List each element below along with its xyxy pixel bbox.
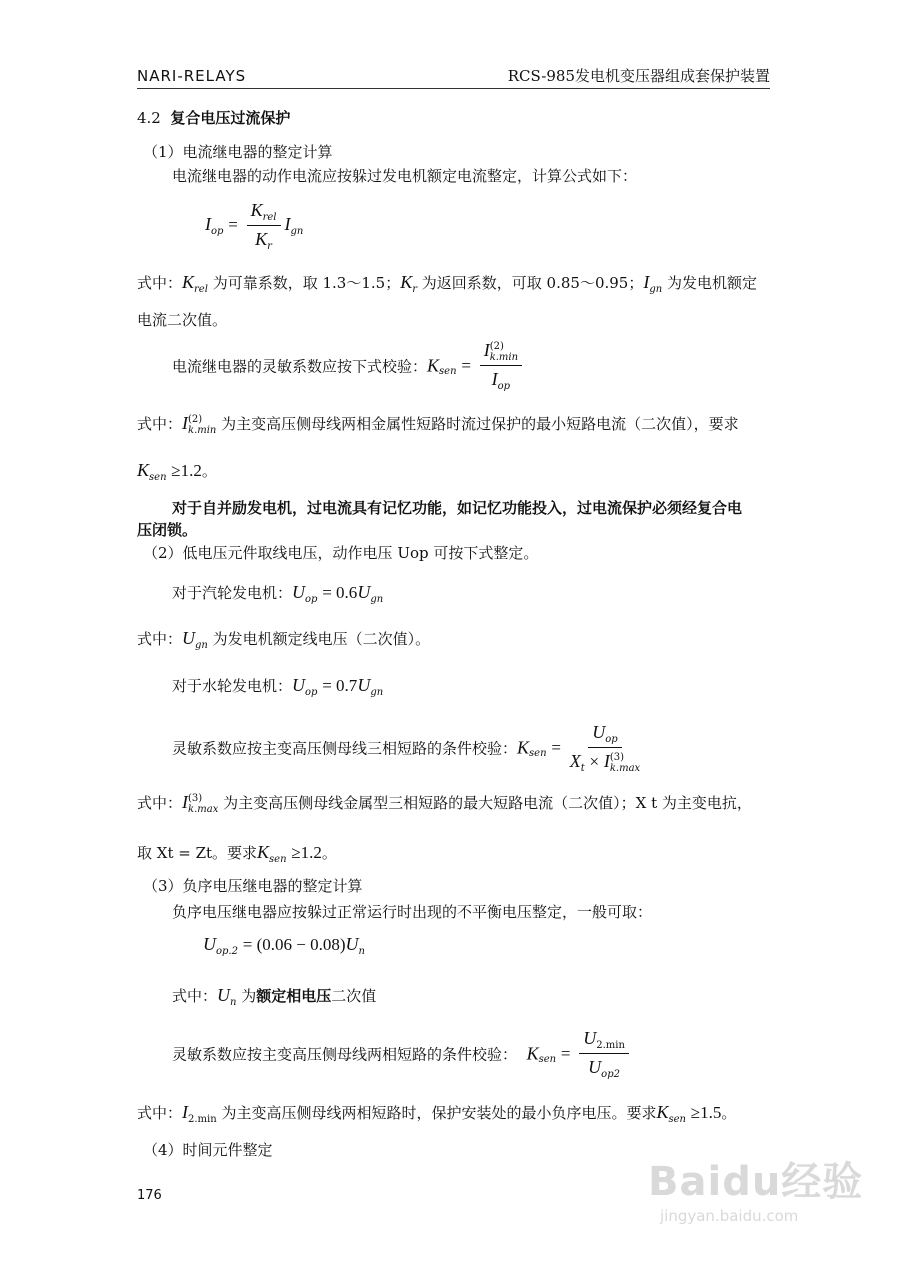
text-fragment: U xyxy=(583,1028,597,1048)
fraction xyxy=(480,340,522,392)
text-fragment: U xyxy=(182,628,196,648)
text-fragment: 为主变高压侧母线两相短路时，保护安装处的最小负序电压。要求 xyxy=(221,1104,657,1122)
text-fragment: sen xyxy=(149,472,167,483)
text-fragment: 灵敏系数应按主变高压侧母线两相短路的条件校验： xyxy=(172,1045,518,1064)
text-fragment: 式中： xyxy=(137,415,183,433)
text-fragment: K xyxy=(257,842,270,862)
text-fragment: 为发电机额定线电压（二次值）。 xyxy=(212,630,431,648)
text-fragment: ≥1.2 xyxy=(171,461,202,480)
text-fragment: 为主变高压侧母线金属型三相短路的最大短路电流（二次值）；X t 为主变电抗， xyxy=(223,794,752,812)
formula-part xyxy=(570,748,641,774)
text-fragment: sen xyxy=(538,1054,557,1065)
text-fragment: ≥1.5 xyxy=(690,1103,722,1122)
text-fragment: I xyxy=(603,751,610,771)
formula-part xyxy=(492,366,510,392)
formula-ksen-voltage xyxy=(172,722,644,774)
text-fragment: I xyxy=(491,369,498,389)
formula-part xyxy=(490,341,518,363)
text-fragment: X xyxy=(569,751,581,771)
formula-part: = xyxy=(551,738,561,757)
text-fragment: = (0.06 − 0.08) xyxy=(242,935,346,954)
text-fragment: K xyxy=(137,460,150,480)
baidu-watermark xyxy=(648,1150,863,1225)
text-fragment: I xyxy=(182,413,189,433)
where-i2min xyxy=(137,1102,736,1130)
req-ksen-1 xyxy=(137,460,217,488)
text-fragment: × xyxy=(589,752,600,771)
text-fragment: (2) xyxy=(188,414,203,425)
text-fragment: U xyxy=(292,675,306,695)
fraction xyxy=(570,722,641,774)
f-sym: K xyxy=(250,200,263,220)
text-fragment: U xyxy=(203,934,216,954)
f-sym: I xyxy=(284,214,291,234)
text-fragment: t xyxy=(580,763,585,774)
text-fragment: K xyxy=(517,737,530,758)
f-sub: op xyxy=(211,226,224,237)
text-fragment: K xyxy=(427,355,440,376)
fraction xyxy=(579,1028,629,1080)
s3-intro: 负序电压继电器应按躲过正常运行时出现的不平衡电压整定，一般可取： xyxy=(172,903,653,921)
note-line1: 对于自并励发电机，过电流具有记忆功能，如记忆功能投入，过电流保护必须经复合电 xyxy=(172,499,743,517)
text-fragment: 2.min xyxy=(188,1114,217,1125)
f-sym: K xyxy=(255,229,268,249)
text-fragment: I xyxy=(182,792,189,812)
section-title: 复合电压过流保护 xyxy=(170,109,291,127)
text-fragment: I xyxy=(643,272,650,292)
text-fragment: 式中： xyxy=(172,987,218,1005)
formula-part xyxy=(188,793,218,815)
formula-part: = xyxy=(560,1044,571,1063)
text-fragment: 为 xyxy=(241,987,257,1005)
where-ikmax xyxy=(137,792,752,815)
text-fragment: op xyxy=(497,381,511,392)
text-fragment: gn xyxy=(370,594,384,605)
text-fragment: U xyxy=(357,675,371,695)
text-fragment: (3) xyxy=(188,793,203,804)
text-fragment: 取 Xt = Zt。要求 xyxy=(137,844,258,862)
text-fragment: op2 xyxy=(601,1069,620,1080)
s4-title: （4）时间元件整定 xyxy=(143,1141,273,1159)
text-fragment: U xyxy=(292,582,306,602)
text-fragment: n xyxy=(358,946,365,957)
text-fragment: U xyxy=(588,1057,602,1077)
formula-part xyxy=(588,1054,620,1080)
text-fragment: sen xyxy=(269,854,287,865)
header-rule xyxy=(137,88,770,89)
text-fragment: K xyxy=(182,272,195,292)
where-krel xyxy=(137,272,757,300)
watermark-logo: Baidu经验 xyxy=(648,1159,864,1205)
text-fragment: op xyxy=(605,734,618,745)
f-sub: rel xyxy=(262,212,277,223)
text-fragment: 式中： xyxy=(137,1104,183,1122)
text-fragment: (3) xyxy=(609,752,625,763)
text-fragment: 式中： xyxy=(137,630,183,648)
text-fragment: = 0.7 xyxy=(322,676,358,695)
text-fragment: 。 xyxy=(321,844,337,862)
text-fragment: 为可靠系数，取 1.3～1.5； xyxy=(212,274,401,292)
formula-turbo xyxy=(172,582,383,610)
s2-title: （2）低电压元件取线电压，动作电压 Uop 可按下式整定。 xyxy=(143,544,539,562)
text-fragment: (2) xyxy=(489,341,504,352)
text-fragment: k.max xyxy=(188,804,219,815)
text-fragment: K xyxy=(656,1102,669,1122)
text-fragment: ≥1.2 xyxy=(291,843,322,862)
text-fragment: 对于汽轮发电机： xyxy=(172,584,293,602)
section-heading xyxy=(137,108,290,128)
formula-part xyxy=(588,722,621,748)
text-fragment: gn xyxy=(195,640,208,651)
text-fragment: 为返回系数，可取 0.85～0.95； xyxy=(421,274,644,292)
text-fragment: I xyxy=(483,340,490,360)
s3-title: （3）负序电压继电器的整定计算 xyxy=(143,877,363,895)
formula-part xyxy=(579,1028,629,1054)
text-fragment: 为发电机额定 xyxy=(666,274,757,292)
text-fragment: = 0.6 xyxy=(322,583,358,602)
text-fragment: K xyxy=(400,272,413,292)
formula-uop2 xyxy=(203,934,365,962)
header-left: NARI-RELAYS xyxy=(137,67,247,85)
where-un xyxy=(172,985,376,1013)
text-fragment: 灵敏系数应按主变高压侧母线三相短路的条件校验： xyxy=(172,739,518,758)
text-fragment: sen xyxy=(529,748,547,759)
text-fragment: I xyxy=(182,1102,189,1122)
text-fragment: sen xyxy=(439,366,457,377)
text-fragment: r xyxy=(412,284,417,295)
text-fragment: 。 xyxy=(201,462,217,480)
text-fragment: 二次值 xyxy=(331,987,377,1005)
formula-part xyxy=(610,752,640,774)
formula-hydro xyxy=(172,675,383,703)
text-fragment: 对于水轮发电机： xyxy=(172,677,293,695)
text-fragment: 为主变高压侧母线两相金属性短路时流过保护的最小短路电流（二次值），要求 xyxy=(221,415,739,433)
formula-iop xyxy=(205,200,303,252)
f-sub: r xyxy=(267,241,272,252)
formula-part xyxy=(480,340,522,366)
text-fragment: rel xyxy=(194,284,208,295)
text-fragment: 式中： xyxy=(137,794,183,812)
text-fragment: 2.min xyxy=(596,1040,625,1051)
f-sym: I xyxy=(205,214,211,234)
s1-intro: 电流继电器的动作电流应按躲过发电机额定电流整定，计算公式如下： xyxy=(172,167,638,185)
header-right: RCS-985发电机变压器组成套保护装置 xyxy=(507,67,770,85)
text-fragment: op xyxy=(305,687,318,698)
text-fragment: U xyxy=(357,582,371,602)
text-fragment: k.min xyxy=(489,352,519,363)
where-krel-cont: 电流二次值。 xyxy=(137,311,228,329)
text-fragment: 式中： xyxy=(137,274,183,292)
text-fragment: k.min xyxy=(188,425,217,436)
formula-ksen-negseq xyxy=(172,1028,633,1080)
formula-part xyxy=(247,200,281,226)
text-fragment: gn xyxy=(370,687,384,698)
text-fragment: 电流继电器的灵敏系数应按下式校验： xyxy=(172,357,428,376)
text-fragment: op xyxy=(305,594,318,605)
text-fragment: U xyxy=(592,722,606,742)
s1-title: （1）电流继电器的整定计算 xyxy=(143,143,333,161)
fraction xyxy=(247,200,281,252)
note-line2: 压闭锁。 xyxy=(137,521,198,539)
where-ikmin xyxy=(137,413,739,436)
text-fragment: n xyxy=(230,997,237,1008)
formula-part xyxy=(188,414,216,436)
formula-ksen-current xyxy=(172,340,526,392)
formula-part: = xyxy=(461,356,471,375)
formula-part xyxy=(255,226,272,252)
watermark-url: jingyan.baidu.com xyxy=(660,1207,799,1225)
page-number: 176 xyxy=(137,1188,162,1203)
formula-part: = xyxy=(228,215,238,234)
text-fragment: U xyxy=(345,934,359,954)
section-number: 4.2 xyxy=(137,109,161,127)
text-fragment: k.max xyxy=(609,763,641,774)
text-fragment: U xyxy=(217,985,231,1005)
f-sub: gn xyxy=(290,226,304,237)
text-fragment: gn xyxy=(649,284,663,295)
text-fragment: op.2 xyxy=(216,946,238,957)
text-fragment: sen xyxy=(668,1114,686,1125)
text-fragment: K xyxy=(526,1043,539,1064)
where-ugn xyxy=(137,628,430,656)
text-fragment: 。 xyxy=(721,1104,737,1122)
text-fragment: 额定相电压 xyxy=(256,987,332,1005)
req-ksen-2 xyxy=(137,842,337,870)
